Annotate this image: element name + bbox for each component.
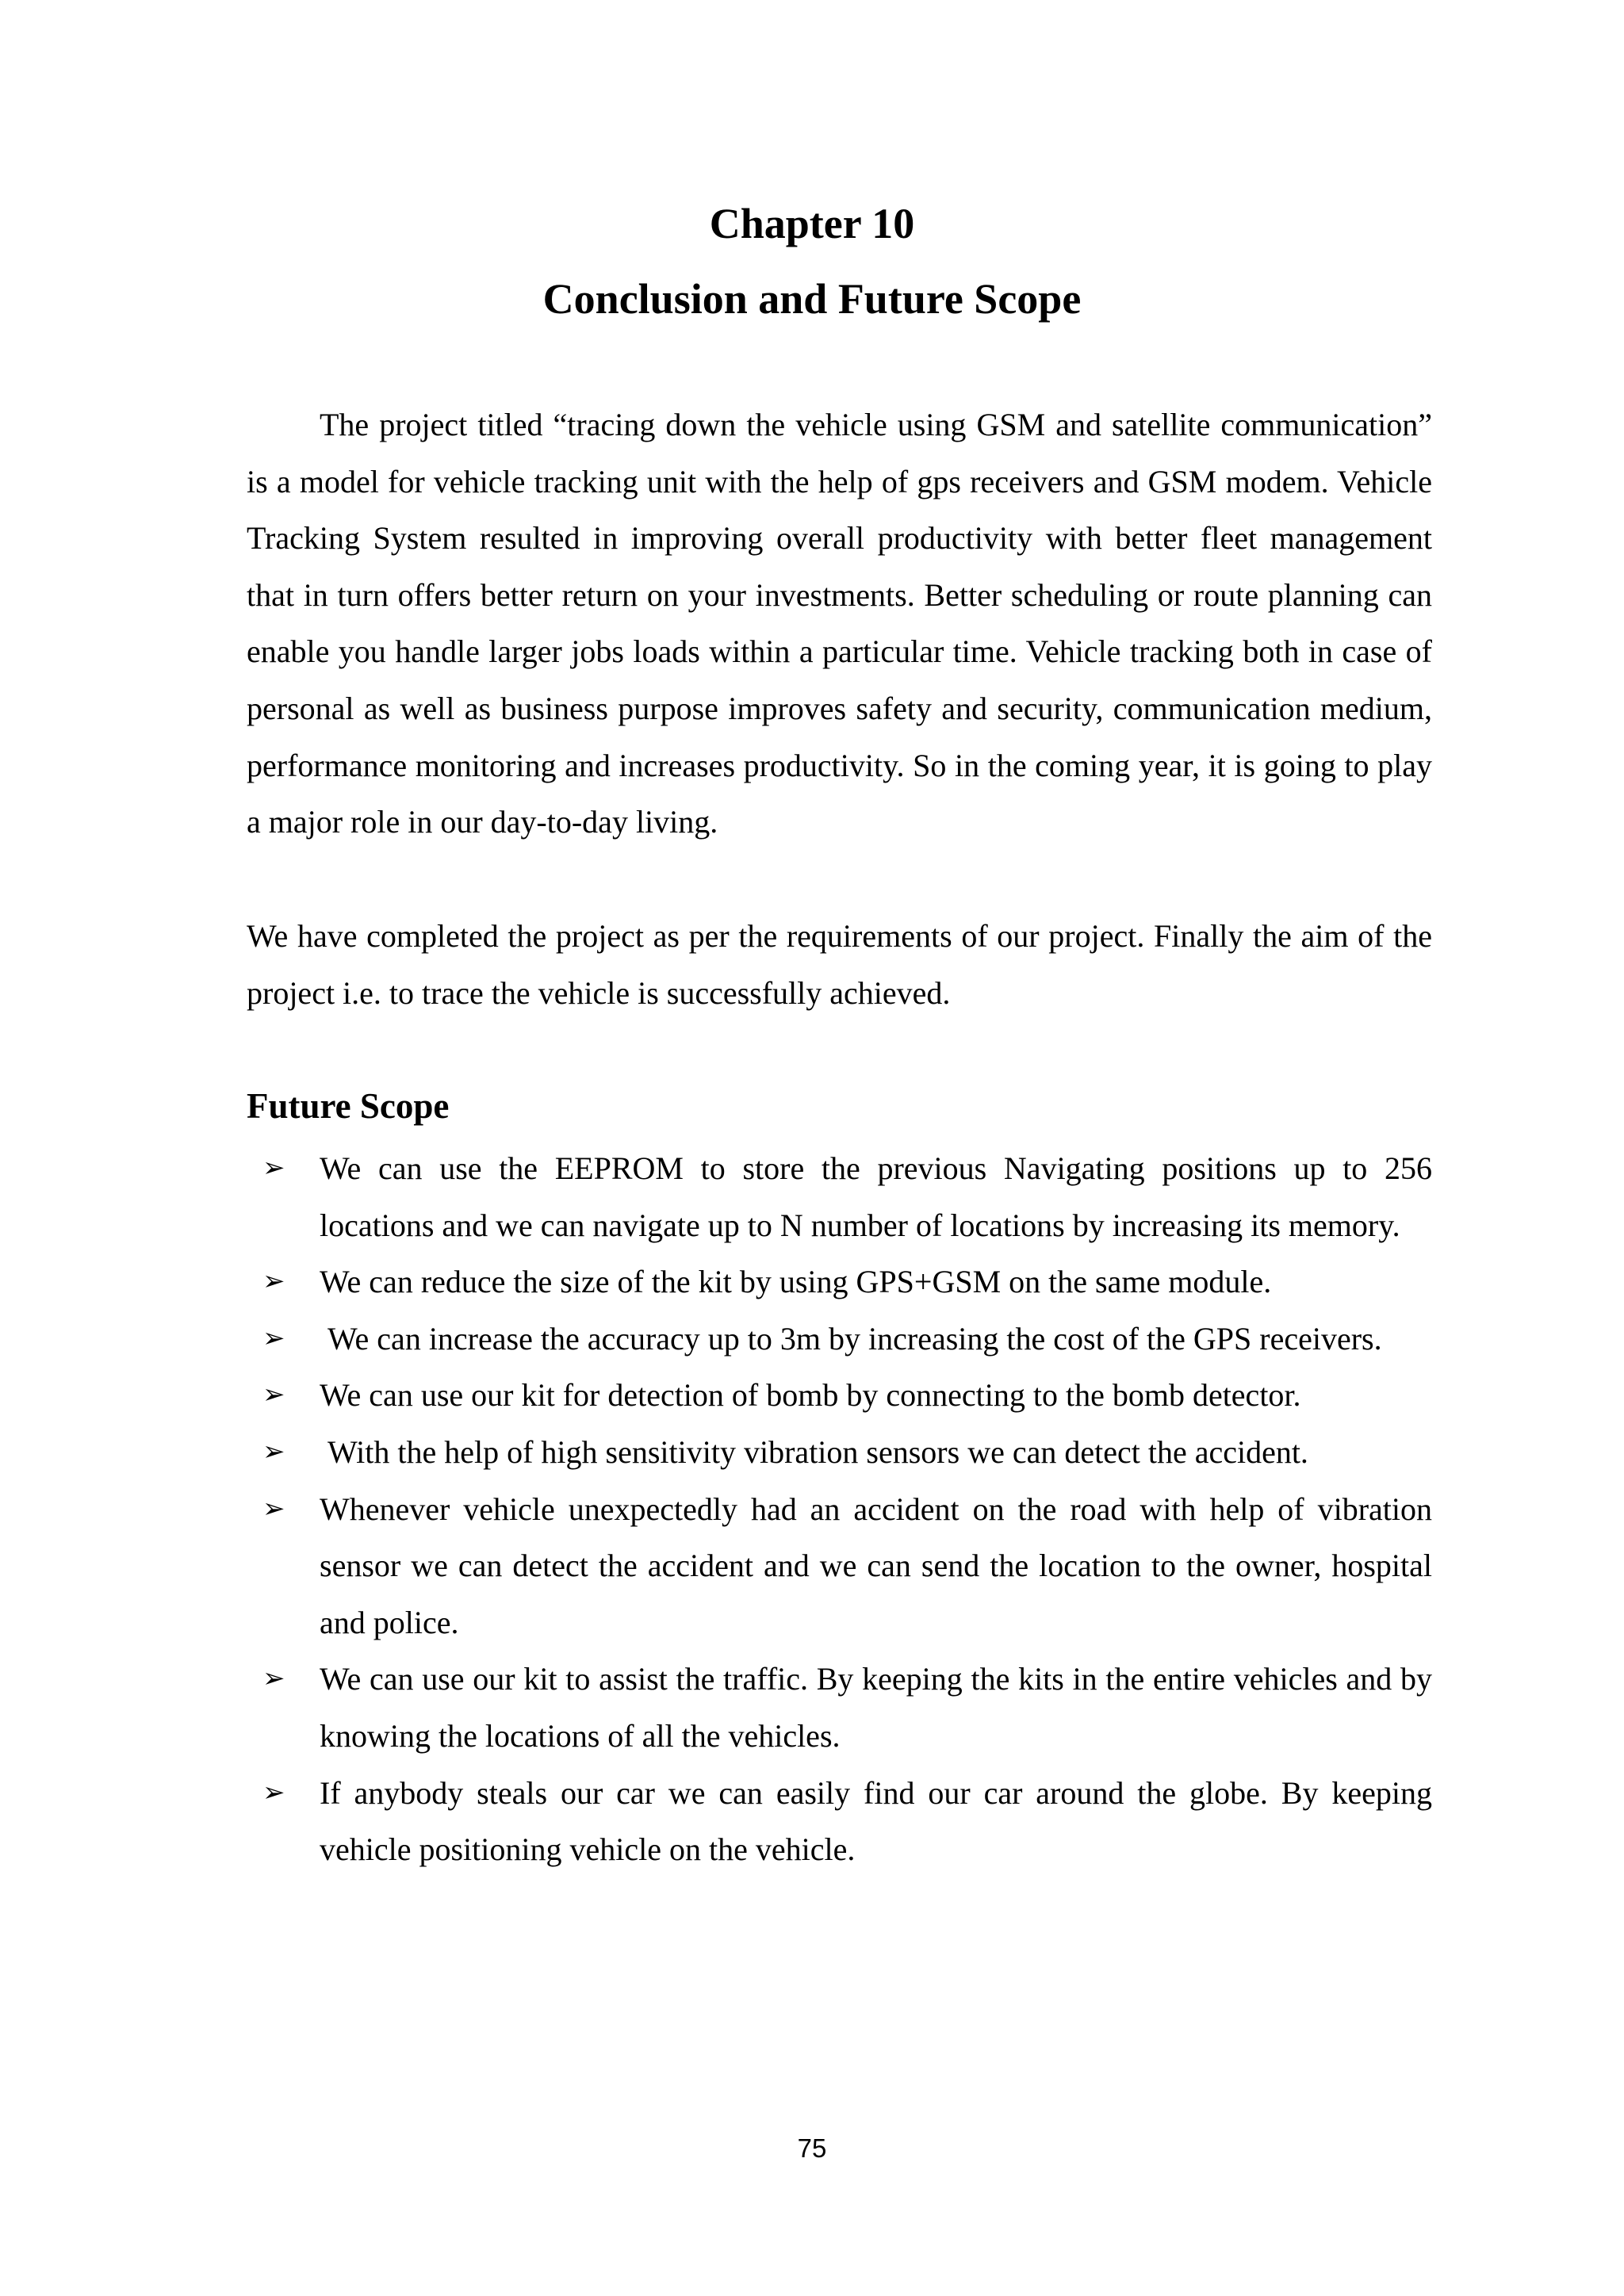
list-item xyxy=(247,1765,1432,1878)
arrow-bullet-icon: ➢ xyxy=(262,1435,285,1468)
list-item xyxy=(247,1367,1432,1424)
list-item-text: We can increase the accuracy up to 3m by increasing the cost of the GPS receivers. xyxy=(327,1320,1382,1357)
page-number: 75 xyxy=(797,2133,827,2163)
arrow-bullet-icon: ➢ xyxy=(262,1379,285,1411)
arrow-bullet-icon: ➢ xyxy=(262,1776,285,1808)
list-item xyxy=(247,1651,1432,1764)
list-item xyxy=(247,1140,1432,1253)
chapter-title: Conclusion and Future Scope xyxy=(542,275,1082,323)
arrow-bullet-icon: ➢ xyxy=(262,1152,285,1184)
arrow-bullet-icon: ➢ xyxy=(262,1663,285,1695)
list-item-text: We can use our kit to assist the traffic. By keeping the kits in the entire vehicles and by knowing the locations of all the vehicles. xyxy=(320,1661,1432,1754)
conclusion-paragraph-1: The project titled “tracing down the vehicle using GSM and satellite communication” is a model for vehicle tracking unit with the help of gps receivers and GSM modem. Vehicle Tracking System resulted in improving overall productivity with better fleet management that in turn offers better return on your investments. Better scheduling or route planning can enable you handle larger jobs loads within a particular time. Vehicle tracking both in case of personal as well as business purpose improves safety and security, communication medium, performance monitoring and increases productivity. So in the coming year, it is going to play a major role in our day-to-day living. xyxy=(247,407,1432,840)
future-scope-heading: Future Scope xyxy=(247,1086,450,1126)
list-item-text: We can use our kit for detection of bomb by connecting to the bomb detector. xyxy=(320,1377,1301,1414)
conclusion-paragraph-2: We have completed the project as per the requirements of our project. Finally the aim of the project i.e. to trace the vehicle is successfully achieved. xyxy=(247,918,1432,1011)
list-item xyxy=(247,1424,1432,1481)
list-item-text: We can reduce the size of the kit by using GPS+GSM on the same module. xyxy=(320,1264,1272,1300)
list-item xyxy=(247,1253,1432,1311)
arrow-bullet-icon: ➢ xyxy=(262,1322,285,1354)
list-item-text: If anybody steals our car we can easily find our car around the globe. By keeping vehicle positioning vehicle on the vehicle. xyxy=(320,1774,1432,1868)
list-item-text: With the help of high sensitivity vibration sensors we can detect the accident. xyxy=(327,1433,1308,1470)
chapter-number: Chapter 10 xyxy=(709,200,915,247)
list-item xyxy=(247,1311,1432,1368)
list-item-text: Whenever vehicle unexpectedly had an accident on the road with help of vibration sensor we can detect the accident and we can send the location to the owner, hospital and police. xyxy=(320,1490,1432,1640)
list-item xyxy=(247,1481,1432,1651)
arrow-bullet-icon: ➢ xyxy=(262,1265,285,1298)
list-item-text: We can use the EEPROM to store the previous Navigating positions up to 256 locations and we can navigate up to N number of locations by increasing its memory. xyxy=(320,1150,1432,1243)
arrow-bullet-icon: ➢ xyxy=(262,1492,285,1525)
future-scope-list xyxy=(247,1140,1432,1878)
